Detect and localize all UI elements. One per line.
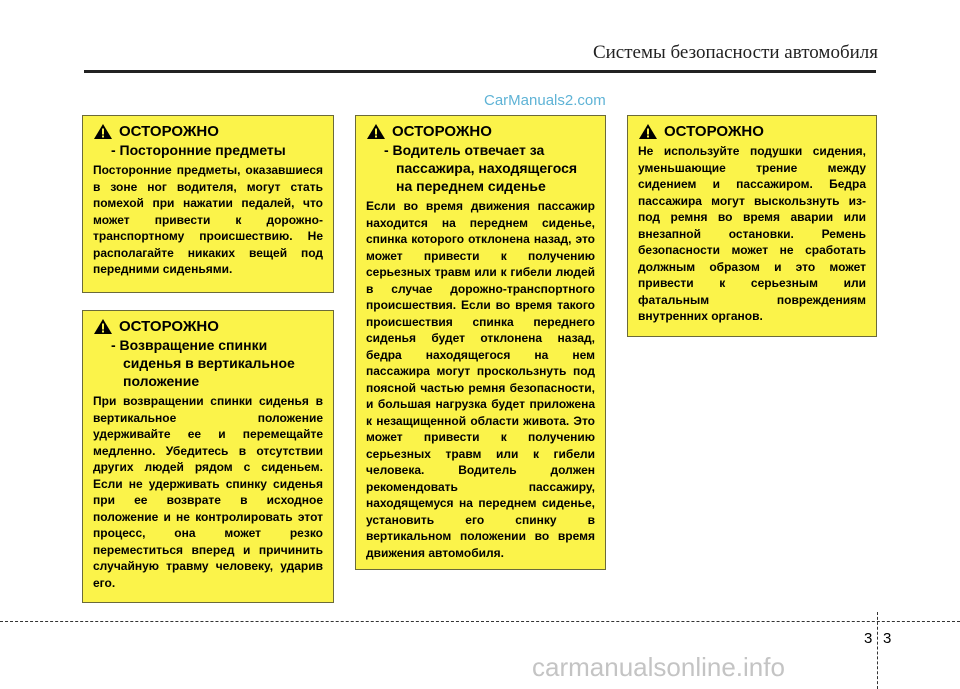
warning-box-seat-cushions (627, 115, 877, 337)
warning-triangle-icon (366, 123, 386, 140)
warning-triangle-icon (93, 318, 113, 335)
warning-heading-text: ОСТОРОЖНО (119, 318, 219, 335)
warning-box-seatback-return (82, 310, 334, 603)
page-header-title: Системы безопасности автомобиля (592, 42, 878, 63)
warning-subheading: - Посторонние предметы (111, 142, 286, 158)
warning-body: Не используйте подушки сидения, уменьшающие трение между сидением и пассажиром. Бедра пассажира могут выскользнуть из-под ремня во время аварии или внезапной остановки. Ремень безопасности может не сработать должным образом и это может привести к серьезным или фатальным повреждениям внутренних органов. (638, 144, 866, 323)
warning-heading-text: ОСТОРОЖНО (664, 123, 764, 140)
watermark-top: CarManuals2.com (484, 92, 606, 109)
page-number-page: 3 (883, 630, 892, 647)
page-number-divider (877, 612, 878, 689)
warning-heading (93, 317, 323, 336)
warning-heading (638, 122, 866, 141)
warning-heading-text: ОСТОРОЖНО (119, 123, 219, 140)
warning-body: Посторонние предметы, оказавшиеся в зоне ног водителя, могут стать помехой при нажатии педалей, что может привести к дорожно-транспортному происшествию. Не располагайте никаких вещей под передними сиденьями. (93, 163, 323, 276)
warning-triangle-icon (93, 123, 113, 140)
warning-triangle-icon (638, 123, 658, 140)
watermark-bottom: carmanualsonline.info (532, 652, 785, 682)
warning-body: Если во время движения пассажир находится на переднем сиденье, спинка которого отклонена назад, это может привести к получению серьезных травм или к гибели людей в случае дорожно-транспортного происшествия. Если во время такого происшествия спинка переднего сиденья будет отклонена назад, бедра находящегося на нем пассажира могут проскользнуть под поясной частью ремня безопасности, и большая нагрузка будет приложена к незащищенной области живота. Это может привести к получению серьезных травм или к гибели человека. Водитель должен рекомендовать пассажиру, находящемуся на переднем сиденье, установить его спинку в вертикальном положении во время движения автомобиля. (366, 199, 595, 560)
warning-body: При возвращении спинки сиденья в вертикальное положение удерживайте ее и перемещайте медленно. Убедитесь в отсутствии других людей рядом с сиденьем. Если не удерживать спинку сиденья при ее возврате в исходное положение и не контролировать этот процесс, она может резко переместиться вперед и причинить случайную травму человеку, ударив его. (93, 394, 323, 590)
warning-box-driver-responsibility (355, 115, 606, 570)
header-divider (84, 70, 876, 73)
warning-heading (93, 122, 323, 141)
page-number-chapter: 3 (864, 630, 873, 647)
warning-subheading: - Водитель отвечает за пассажира, находящегося на переднем сиденье (384, 142, 578, 194)
warning-heading-text: ОСТОРОЖНО (392, 123, 492, 140)
warning-heading (366, 122, 595, 141)
warning-subheading: - Возвращение спинки сиденья в вертикальное положение (111, 337, 295, 389)
footer-divider (0, 621, 960, 622)
warning-box-foreign-objects (82, 115, 334, 293)
